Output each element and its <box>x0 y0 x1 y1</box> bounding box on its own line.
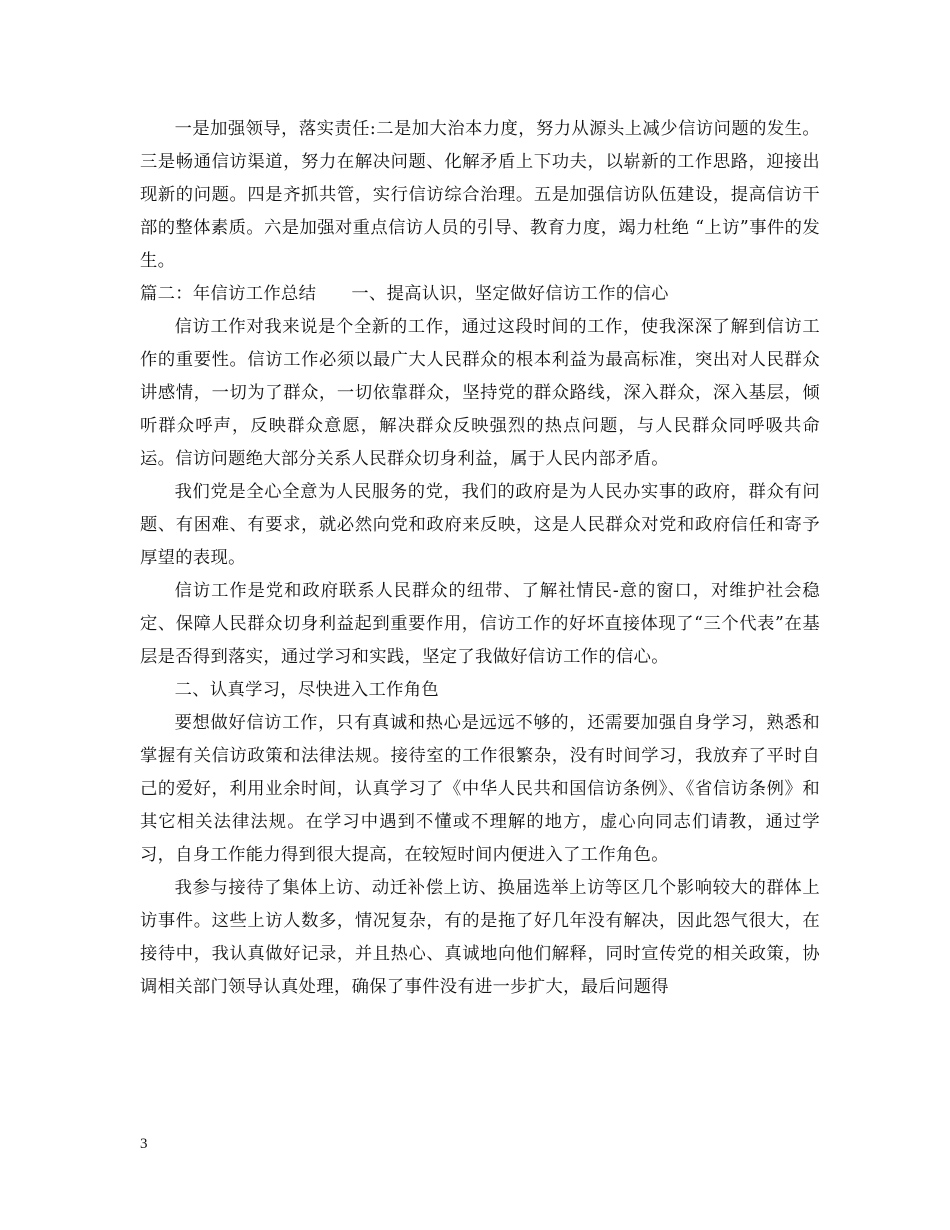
page-number: 3 <box>140 1136 148 1152</box>
paragraph-1: 一是加强领导，落实责任:二是加大治本力度，努力从源头上减少信访问题的发生。三是畅通信访渠道，努力在解决问题、化解矛盾上下功夫，以崭新的工作思路，迎接出现新的问题。四是齐抓共管，实行信访综合治理。五是加强信访队伍建设，提高信访干部的整体素质。六是加强对重点信访人员的引导、教育力度，竭力杜绝 “上访”事件的发生。 <box>140 119 820 271</box>
document-body <box>140 113 820 1004</box>
paragraph-2: 信访工作对我来说是个全新的工作，通过这段时间的工作，使我深深了解到信访工作的重要性。信访工作必须以最广大人民群众的根本利益为最高标准，突出对人民群众讲感情，一切为了群众，一切依靠群众，坚持党的群众路线，深入群众，深入基层，倾听群众呼声，反映群众意愿，解决群众反映强烈的热点问题，与人民群众同呼吸共命运。信访问题绝大部分关系人民群众切身利益，属于人民内部矛盾。 <box>140 317 820 469</box>
paragraph-4: 信访工作是党和政府联系人民群众的纽带、了解社情民-意的窗口，对维护社会稳定、保障人民群众切身利益起到重要作用，信访工作的好坏直接体现了“三个代表”在基层是否得到落实，通过学习和实践，坚定了我做好信访工作的信心。 <box>140 581 820 667</box>
paragraph-6: 我参与接待了集体上访、动迁补偿上访、换届选举上访等区几个影响较大的群体上访事件。这些上访人数多，情况复杂，有的是拖了好几年没有解决，因此怨气很大，在接待中，我认真做好记录，并且热心、真诚地向他们解释，同时宣传党的相关政策，协调相关部门领导认真处理，确保了事件没有进一步扩大，最后问题得 <box>140 878 820 997</box>
section-heading-2: 二、认真学习，尽快进入工作角色 <box>174 680 440 700</box>
section-heading-line: 篇二：年信访工作总结 一、提高认识，坚定做好信访工作的信心 <box>140 284 669 304</box>
paragraph-5: 要想做好信访工作，只有真诚和热心是远远不够的，还需要加强自身学习，熟悉和掌握有关信访政策和法律法规。接待室的工作很繁杂，没有时间学习，我放弃了平时自己的爱好，利用业余时间，认真学习了《中华人民共和国信访条例》、《省信访条例》和其它相关法律法规。在学习中遇到不懂或不理解的地方，虚心向同志们请教，通过学习，自身工作能力得到很大提高，在较短时间内便进入了工作角色。 <box>140 713 820 865</box>
paragraph-3: 我们党是全心全意为人民服务的党，我们的政府是为人民办实事的政府，群众有问题、有困难、有要求，就必然向党和政府来反映，这是人民群众对党和政府信任和寄予厚望的表现。 <box>140 482 820 568</box>
